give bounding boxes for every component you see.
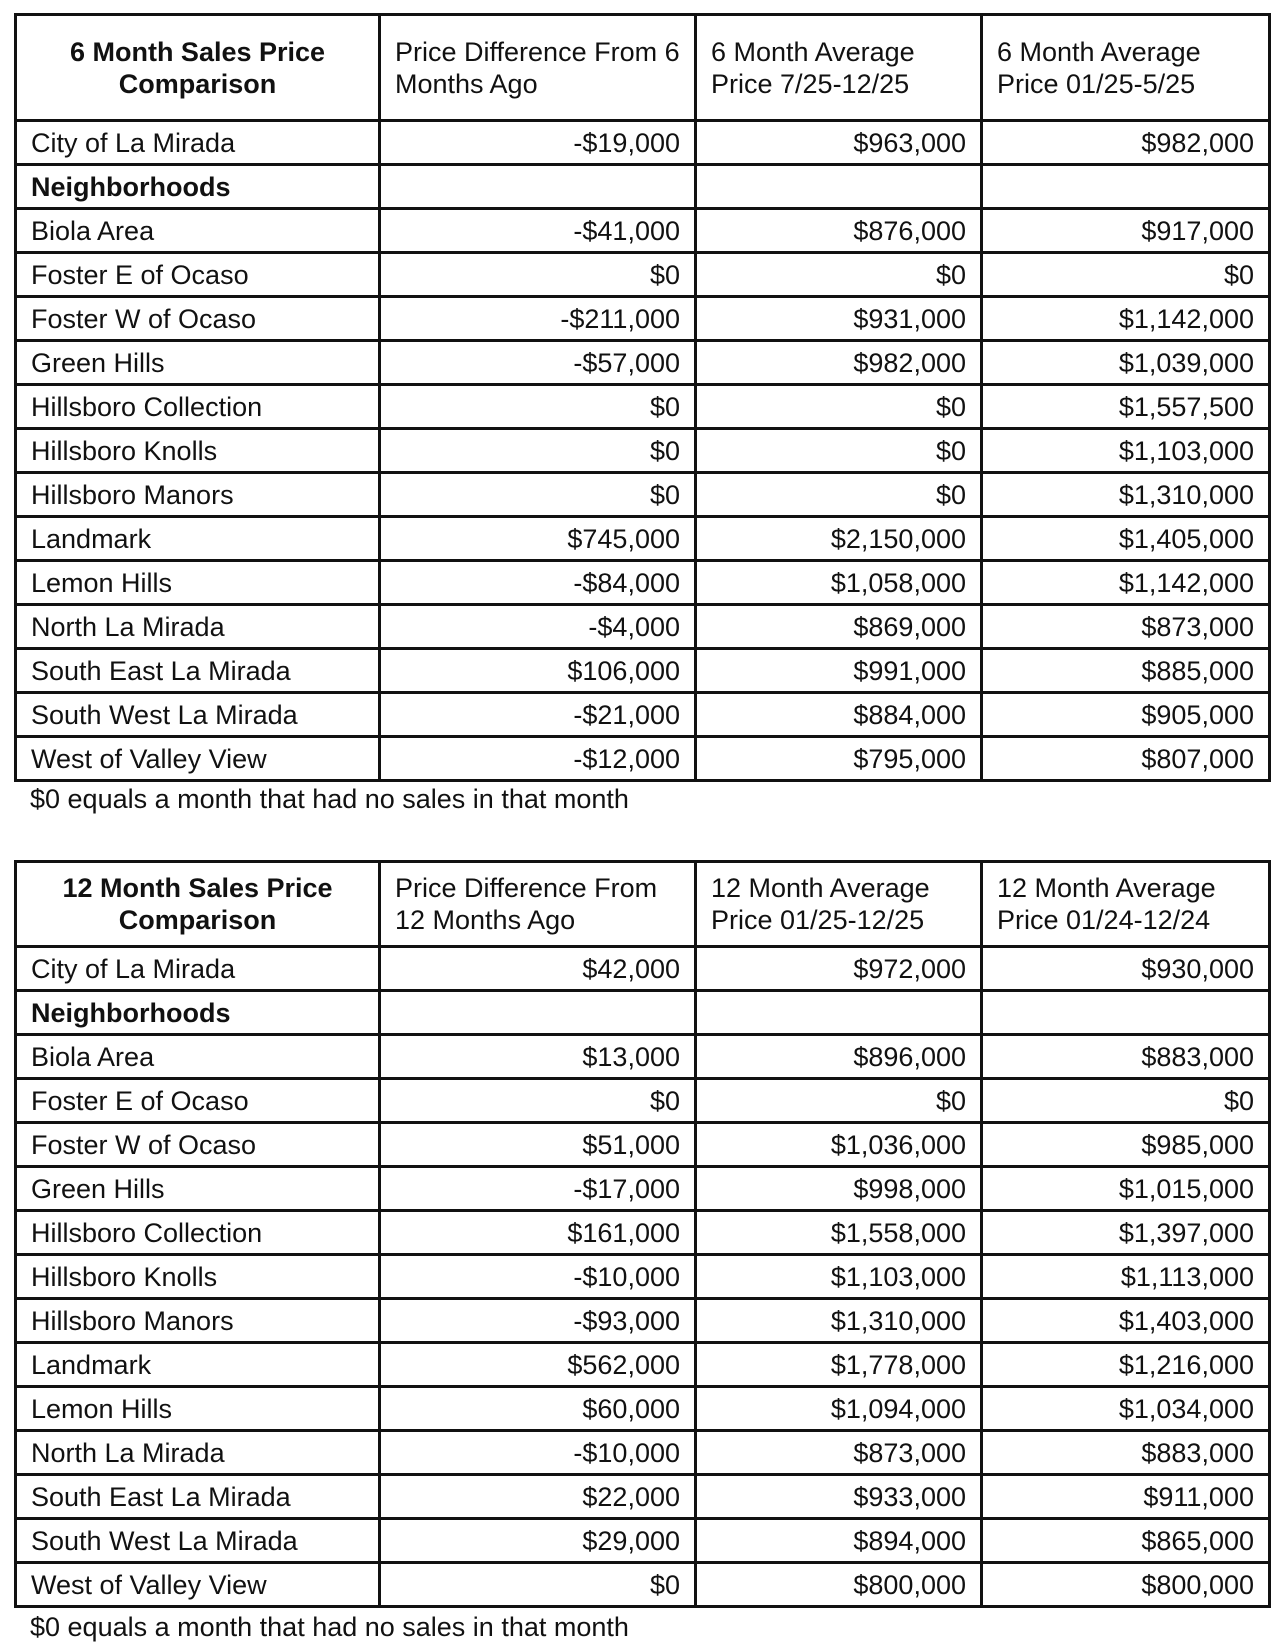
prior-average: $885,000 (982, 649, 1270, 693)
table-row (16, 1387, 1270, 1431)
column-header-prior-average: 6 Month Average Price 01/25-5/25 (982, 15, 1270, 121)
table-row (16, 209, 1270, 253)
city-prior-average: $982,000 (982, 121, 1270, 165)
footnote: $0 equals a month that had no sales in that month (30, 1612, 629, 1642)
neighborhood-name: South East La Mirada (16, 649, 380, 693)
prior-average: $905,000 (982, 693, 1270, 737)
prior-average: $0 (982, 1079, 1270, 1123)
table-header-row (16, 15, 1270, 121)
table-row (16, 1123, 1270, 1167)
table-row (16, 1299, 1270, 1343)
table-row (16, 1035, 1270, 1079)
neighborhood-name: Hillsboro Manors (16, 473, 380, 517)
prior-average: $1,557,500 (982, 385, 1270, 429)
neighborhood-name: South West La Mirada (16, 693, 380, 737)
neighborhood-name: Landmark (16, 517, 380, 561)
city-difference: $42,000 (380, 947, 696, 991)
table-row (16, 473, 1270, 517)
six-month-comparison-table (14, 13, 1268, 782)
price-difference: $562,000 (380, 1343, 696, 1387)
neighborhood-name: South East La Mirada (16, 1475, 380, 1519)
neighborhood-name: Hillsboro Collection (16, 385, 380, 429)
neighborhood-name: South West La Mirada (16, 1519, 380, 1563)
neighborhood-name: Hillsboro Knolls (16, 429, 380, 473)
table-row (16, 341, 1270, 385)
price-difference: $22,000 (380, 1475, 696, 1519)
neighborhood-name: Biola Area (16, 1035, 380, 1079)
recent-average: $869,000 (696, 605, 982, 649)
price-difference: $106,000 (380, 649, 696, 693)
price-difference: $0 (380, 1563, 696, 1607)
price-difference: $0 (380, 429, 696, 473)
column-header-difference: Price Difference From 6 Months Ago (380, 15, 696, 121)
prior-average: $1,103,000 (982, 429, 1270, 473)
table-row (16, 1079, 1270, 1123)
empty-cell (696, 165, 982, 209)
recent-average: $1,036,000 (696, 1123, 982, 1167)
price-difference: $13,000 (380, 1035, 696, 1079)
neighborhood-name: Green Hills (16, 341, 380, 385)
recent-average: $982,000 (696, 341, 982, 385)
prior-average: $800,000 (982, 1563, 1270, 1607)
empty-cell (380, 991, 696, 1035)
table-row (16, 1255, 1270, 1299)
prior-average: $807,000 (982, 737, 1270, 781)
recent-average: $0 (696, 253, 982, 297)
city-prior-average: $930,000 (982, 947, 1270, 991)
price-difference: $0 (380, 253, 696, 297)
table-row (16, 737, 1270, 781)
price-difference: -$17,000 (380, 1167, 696, 1211)
price-difference: -$84,000 (380, 561, 696, 605)
prior-average: $883,000 (982, 1431, 1270, 1475)
recent-average: $795,000 (696, 737, 982, 781)
empty-cell (982, 991, 1270, 1035)
neighborhood-name: West of Valley View (16, 1563, 380, 1607)
table-row (16, 1519, 1270, 1563)
table-title: 12 Month Sales Price Comparison (16, 862, 380, 947)
footnote: $0 equals a month that had no sales in that month (30, 784, 629, 814)
six-month-table (14, 13, 1271, 782)
price-difference: -$93,000 (380, 1299, 696, 1343)
prior-average: $873,000 (982, 605, 1270, 649)
table-title: 6 Month Sales Price Comparison (16, 15, 380, 121)
table-row (16, 1563, 1270, 1607)
prior-average: $1,216,000 (982, 1343, 1270, 1387)
column-header-recent-average: 6 Month Average Price 7/25-12/25 (696, 15, 982, 121)
city-name: City of La Mirada (16, 121, 380, 165)
neighborhood-name: Hillsboro Manors (16, 1299, 380, 1343)
neighborhood-name: North La Mirada (16, 605, 380, 649)
table-row (16, 297, 1270, 341)
prior-average: $1,405,000 (982, 517, 1270, 561)
recent-average: $1,094,000 (696, 1387, 982, 1431)
neighborhood-name: Foster E of Ocaso (16, 1079, 380, 1123)
table-row (16, 517, 1270, 561)
price-difference: $51,000 (380, 1123, 696, 1167)
recent-average: $0 (696, 385, 982, 429)
city-recent-average: $972,000 (696, 947, 982, 991)
neighborhood-name: Lemon Hills (16, 1387, 380, 1431)
neighborhood-name: North La Mirada (16, 1431, 380, 1475)
price-difference: -$10,000 (380, 1255, 696, 1299)
recent-average: $991,000 (696, 649, 982, 693)
price-difference: -$211,000 (380, 297, 696, 341)
neighborhood-name: Green Hills (16, 1167, 380, 1211)
prior-average: $1,310,000 (982, 473, 1270, 517)
recent-average: $800,000 (696, 1563, 982, 1607)
table-row (16, 605, 1270, 649)
prior-average: $1,015,000 (982, 1167, 1270, 1211)
recent-average: $2,150,000 (696, 517, 982, 561)
city-difference: -$19,000 (380, 121, 696, 165)
price-difference: $745,000 (380, 517, 696, 561)
recent-average: $1,778,000 (696, 1343, 982, 1387)
price-difference: -$57,000 (380, 341, 696, 385)
table-row (16, 1431, 1270, 1475)
recent-average: $0 (696, 429, 982, 473)
price-difference: $0 (380, 385, 696, 429)
recent-average: $998,000 (696, 1167, 982, 1211)
recent-average: $0 (696, 1079, 982, 1123)
price-difference: $0 (380, 473, 696, 517)
table-row (16, 385, 1270, 429)
neighborhood-name: Hillsboro Knolls (16, 1255, 380, 1299)
prior-average: $1,113,000 (982, 1255, 1270, 1299)
neighborhood-name: West of Valley View (16, 737, 380, 781)
recent-average: $1,103,000 (696, 1255, 982, 1299)
section-label: Neighborhoods (16, 165, 380, 209)
recent-average: $896,000 (696, 1035, 982, 1079)
table-row (16, 1475, 1270, 1519)
table-row (16, 561, 1270, 605)
prior-average: $0 (982, 253, 1270, 297)
neighborhood-name: Lemon Hills (16, 561, 380, 605)
section-row (16, 165, 1270, 209)
table-header-row (16, 862, 1270, 947)
prior-average: $1,397,000 (982, 1211, 1270, 1255)
neighborhood-name: Biola Area (16, 209, 380, 253)
recent-average: $884,000 (696, 693, 982, 737)
recent-average: $1,558,000 (696, 1211, 982, 1255)
neighborhood-name: Hillsboro Collection (16, 1211, 380, 1255)
price-difference: $29,000 (380, 1519, 696, 1563)
price-difference: -$4,000 (380, 605, 696, 649)
table-row (16, 253, 1270, 297)
price-difference: $0 (380, 1079, 696, 1123)
table-row (16, 1343, 1270, 1387)
price-difference: -$12,000 (380, 737, 696, 781)
recent-average: $876,000 (696, 209, 982, 253)
neighborhood-name: Landmark (16, 1343, 380, 1387)
table-row (16, 1211, 1270, 1255)
prior-average: $865,000 (982, 1519, 1270, 1563)
recent-average: $873,000 (696, 1431, 982, 1475)
recent-average: $1,310,000 (696, 1299, 982, 1343)
twelve-month-table (14, 860, 1271, 1608)
empty-cell (380, 165, 696, 209)
recent-average: $0 (696, 473, 982, 517)
neighborhood-name: Foster E of Ocaso (16, 253, 380, 297)
recent-average: $933,000 (696, 1475, 982, 1519)
neighborhood-name: Foster W of Ocaso (16, 297, 380, 341)
neighborhood-name: Foster W of Ocaso (16, 1123, 380, 1167)
table-row (16, 429, 1270, 473)
column-header-difference: Price Difference From 12 Months Ago (380, 862, 696, 947)
city-recent-average: $963,000 (696, 121, 982, 165)
table-row (16, 1167, 1270, 1211)
recent-average: $1,058,000 (696, 561, 982, 605)
prior-average: $1,142,000 (982, 561, 1270, 605)
prior-average: $1,039,000 (982, 341, 1270, 385)
table-row (16, 649, 1270, 693)
table-row (16, 693, 1270, 737)
empty-cell (696, 991, 982, 1035)
prior-average: $1,034,000 (982, 1387, 1270, 1431)
empty-cell (982, 165, 1270, 209)
recent-average: $894,000 (696, 1519, 982, 1563)
recent-average: $931,000 (696, 297, 982, 341)
prior-average: $917,000 (982, 209, 1270, 253)
column-header-recent-average: 12 Month Average Price 01/25-12/25 (696, 862, 982, 947)
city-row (16, 947, 1270, 991)
price-difference: $60,000 (380, 1387, 696, 1431)
prior-average: $985,000 (982, 1123, 1270, 1167)
city-name: City of La Mirada (16, 947, 380, 991)
prior-average: $1,142,000 (982, 297, 1270, 341)
prior-average: $883,000 (982, 1035, 1270, 1079)
twelve-month-comparison-table (14, 860, 1268, 1608)
price-difference: -$41,000 (380, 209, 696, 253)
price-difference: -$10,000 (380, 1431, 696, 1475)
prior-average: $911,000 (982, 1475, 1270, 1519)
column-header-prior-average: 12 Month Average Price 01/24-12/24 (982, 862, 1270, 947)
city-row (16, 121, 1270, 165)
section-row (16, 991, 1270, 1035)
section-label: Neighborhoods (16, 991, 380, 1035)
prior-average: $1,403,000 (982, 1299, 1270, 1343)
price-difference: -$21,000 (380, 693, 696, 737)
price-difference: $161,000 (380, 1211, 696, 1255)
